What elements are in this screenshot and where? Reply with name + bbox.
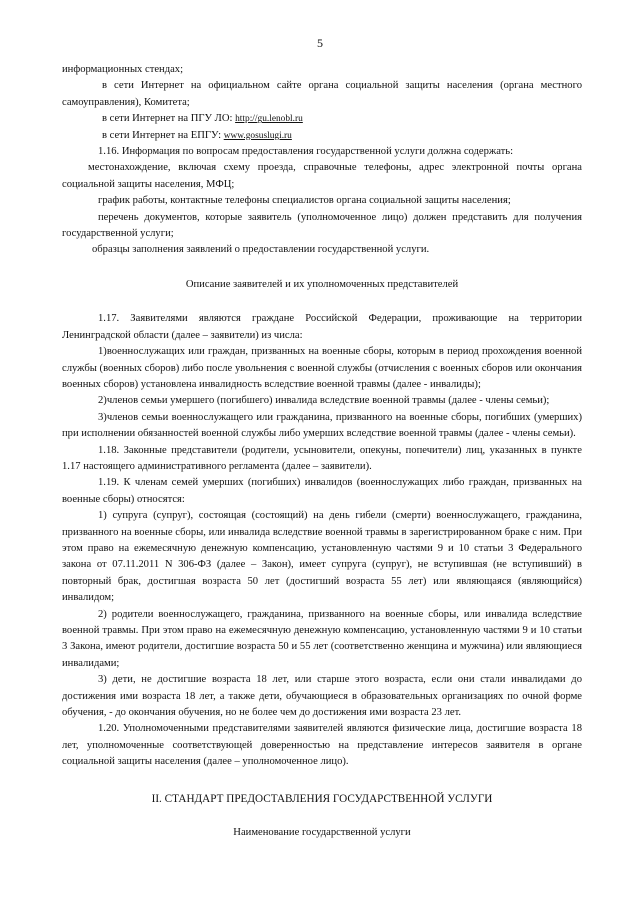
epgu-link[interactable]: www.gosuslugi.ru — [223, 130, 292, 141]
para-1-19-item-2: 2) родители военнослужащего, гражданина, призванного на военные сборы, или инвалида вследствие военной травмы. При этом право на ежемесячную денежную компенсацию, установленную частями 9 и 10 статьи 3 Закона, имеют родители, достигшие возраста 50 и 55 лет (соответственно женщина и мужчина) или являющиеся инвалидами; — [62, 608, 582, 669]
subheading-service-name: Наименование государственной услуги — [233, 827, 411, 839]
pgu-link[interactable]: http://gu.lenobl.ru — [235, 114, 303, 125]
para-1-17-item-1: 1)военнослужащих или граждан, призванных на военные сборы, которым в период прохождения военной службы (военных сборов) либо после увольнения с военной службы (отчисления с военных сборов или окончания военных сборов) установлена инвалидность вследствие военной травмы (далее - инвалиды); — [62, 346, 582, 390]
para-1-17-item-2: 2)членов семьи умершего (погибшего) инвалида вследствие военной травмы (далее - члены семьи); — [98, 395, 550, 407]
para-1-17: 1.17. Заявителями являются граждане Российской Федерации, проживающие на территории Ленинградской области (далее – заявители) из числа: — [62, 313, 582, 341]
line-official-site: в сети Интернет на официальном сайте органа социальной защиты населения (органа местного самоуправления), Комитета; — [62, 80, 582, 108]
para-1-18: 1.18. Законные представители (родители, усыновители, опекуны, попечители) лиц, указанных в пункте 1.17 настоящего административного регламента (далее – заявители). — [62, 444, 582, 472]
line-samples: образцы заполнения заявлений о предоставлении государственной услуги. — [92, 244, 430, 256]
subheading-applicants: Описание заявителей и их уполномоченных представителей — [185, 278, 459, 290]
line-stands: информационных стендах; — [62, 64, 184, 75]
document-body — [62, 62, 582, 841]
line-pgu — [62, 111, 582, 127]
pgu-label: в сети Интернет на ПГУ ЛО: — [102, 113, 233, 125]
line-epgu — [62, 128, 582, 144]
para-1-20: 1.20. Уполномоченными представителями заявителей являются физические лица, достигшие возраста 18 лет, уполномоченные соответствующей доверенностью на представление интересов заявителя в органе социальной защиты населения (далее – уполномоченное лицо). — [62, 723, 582, 768]
para-1-19-item-1: 1) супруга (супруг), состоящая (состоящий) на день гибели (смерти) военнослужащего, гражданина, призванного на военные сборы, или инвалида вследствие военной травмы в зарегистрированном браке с ним. При этом право на ежемесячную денежную компенсацию, установленную частями 9 и 10 статьи 3 Федерального закона от 07.11.2011 N 306-ФЗ (далее – Закон), имеет супруга (супруг), не вступившая (не вступивший) в повторный брак, достигшая возраста 50 лет (достигший возраста 55 лет) или являющаяся (являющийся) инвалидом; — [62, 510, 582, 604]
epgu-label: в сети Интернет на ЕПГУ: — [102, 129, 222, 141]
line-schedule: график работы, контактные телефоны специалистов органа социальной защиты населения; — [98, 195, 511, 207]
para-1-19-item-3: 3) дети, не достигшие возраста 18 лет, или старше этого возраста, если они стали инвалидами до достижения ими возраста 18 лет, а также дети, обучающиеся в образовательных организациях по очной форме обучения, - до окончания обучения, но не более чем до достижения ими возраста 23 лет. — [62, 674, 582, 719]
page-number: 5 — [317, 36, 323, 50]
para-1-16: 1.16. Информация по вопросам предоставления государственной услуги должна содержать: — [98, 146, 514, 158]
para-1-19: 1.19. К членам семей умерших (погибших) инвалидов (военнослужащих либо граждан, призванных на военные сборы) относятся: — [62, 477, 582, 505]
section-heading: II. СТАНДАРТ ПРЕДОСТАВЛЕНИЯ ГОСУДАРСТВЕННОЙ УСЛУГИ — [151, 792, 493, 805]
line-documents: перечень документов, которые заявитель (уполномоченное лицо) должен представить для получения государственной услуги; — [62, 211, 582, 240]
para-1-17-item-3: 3)членов семьи военнослужащего или гражданина, призванного на военные сборы, погибших (умерших) при исполнении обязанностей военной службы либо умерших вследствие военной травмы (далее - члены семьи). — [62, 411, 582, 440]
line-location: местонахождение, включая схему проезда, справочные телефоны, адрес электронной почты органа социальной защиты населения, МФЦ; — [62, 162, 582, 190]
